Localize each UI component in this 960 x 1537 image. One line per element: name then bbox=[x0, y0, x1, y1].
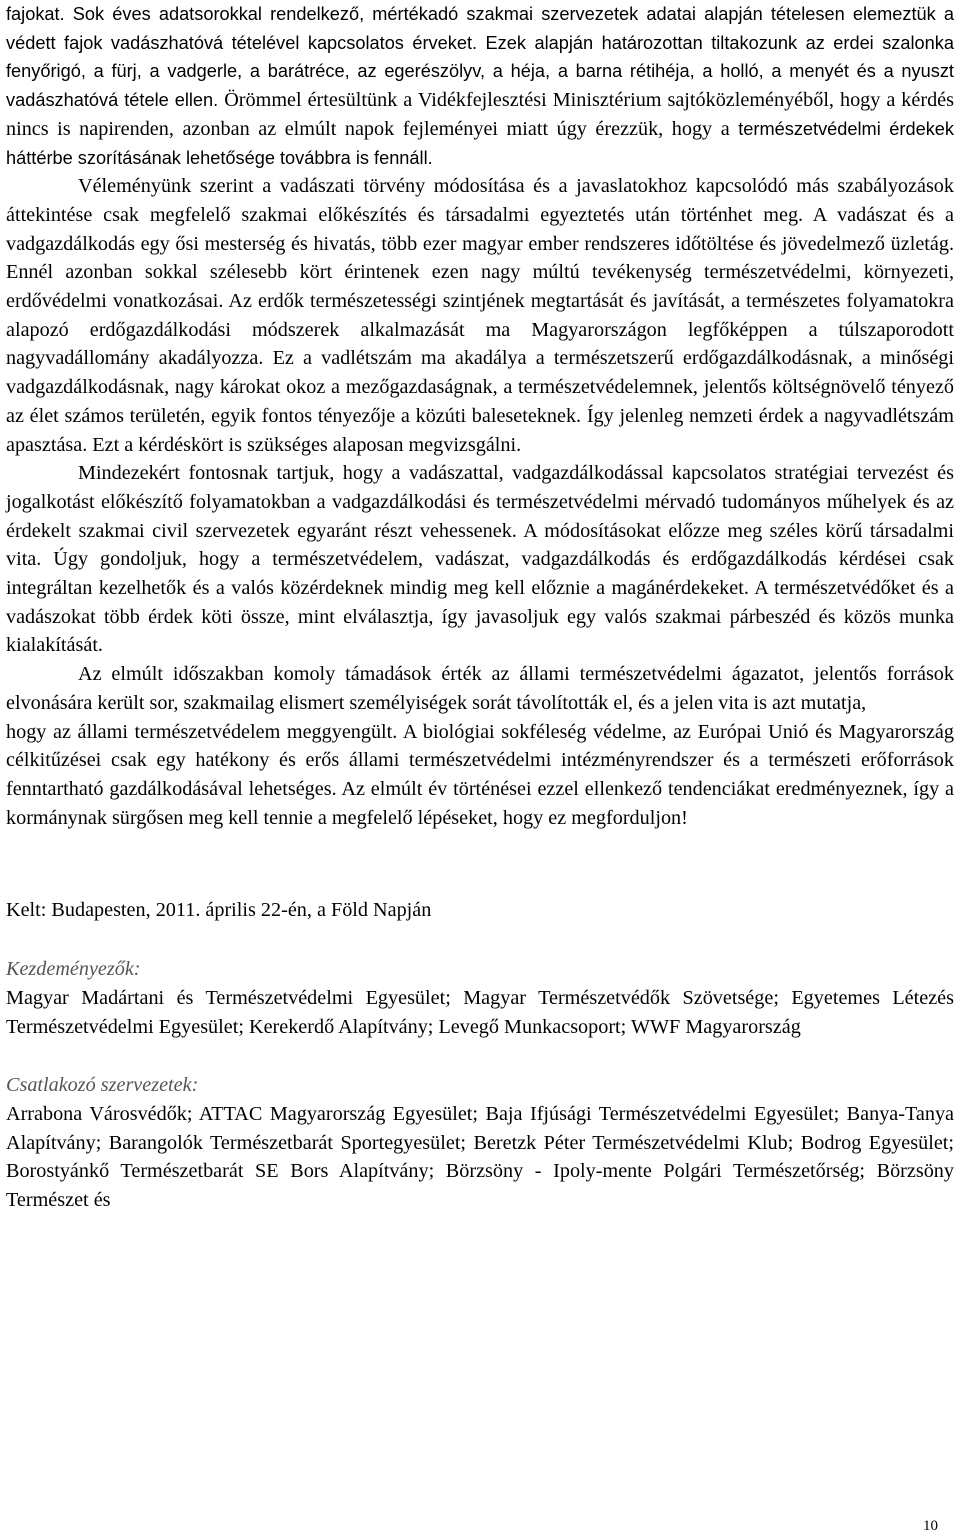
document-page bbox=[6, 0, 954, 1215]
paragraph-proposal: Mindezekért fontosnak tartjuk, hogy a vadászattal, vadgazdálkodással kapcsolatos stratégiai tervezést és jogalkotást előkészítő folyamatokban a vadgazdálkodási és természetvédelmi mérvadó tudományos műhelyek és az érdekelt szakmai civil szervezetek egyaránt részt vehessenek. A módosításokat előzze meg széles körű társadalmi vita. Úgy gondoljuk, hogy a természetvédelem, vadászat, vadgazdálkodás és erdőgazdálkodás kérdései csak integráltan kezelhetők és a valós közérdeknek mindig meg kell előznie a magánérdekeket. A természetvédőket és a vadászokat több érdek köti össze, mint elválasztja, így javasoljuk egy valós szakmai párbeszéd és közös munka kialakítását. bbox=[6, 462, 954, 657]
opening-sans-tail: természetvédelmi érdekek háttérbe szorításának lehetősége továbbra is fennáll. bbox=[6, 118, 955, 168]
joined-organizations-heading: Csatlakozó szervezetek: bbox=[6, 1074, 199, 1097]
date-line: Kelt: Budapesten, 2011. április 22-én, a Föld Napján bbox=[6, 899, 432, 922]
state-conservation-first-lines: Az elmúlt időszakban komoly támadások érték az állami természetvédelmi ágazatot, jelentős források elvonására került sor, szakmailag elismert személyiségek sorát távolították el, és a jelen vita is azt mutatja, bbox=[6, 663, 954, 714]
opening-serif-text: Örömmel értesültünk a Vidékfejlesztési Minisztérium sajtóközleményéből, hogy a kérdés nincs is napirenden, azonban az elmúlt napok fejleményei miatt úgy érezzük, hogy a bbox=[6, 89, 954, 140]
paragraph-opinion: Véleményünk szerint a vadászati törvény módosítása és a javaslatokhoz kapcsolódó más szabályozások áttekintése csak megfelelő szakmai előkészítés és társadalmi egyeztetés után történhet meg. A vadászat és a vadgazdálkodás egy ősi mesterség és hivatás, több ezer magyar ember rendszeres időtöltése és jövedelmező üzletág. Ennél azonban sokkal szélesebb kört érintenek ezen nagy múltú tevékenység természetvédelmi, környezeti, erdővédelmi vonatkozásai. Az erdők természetességi szintjének megtartását és javítását, a természetes folyamatokra alapozó erdőgazdálkodási módszerek alkalmazását ma Magyarországon legfőképpen a túlszaporodott nagyvadállomány akadályozza. Ez a vadlétszám ma akadálya a természetszerű erdőgazdálkodásnak, a minőségi vadgazdálkodásnak, nagy károkat okoz a mezőgazdaságnak, a természetvédelemnek, jelentős költségnövelő tényező az élet számos területén, egyik fontos tényezője a közúti baleseteknek. Így jelenleg nemzeti érdek a nagyvadlétszám apasztása. Ezt a kérdéskört is szükséges alaposan megvizsgálni. bbox=[6, 175, 954, 456]
opening-sans-text: fajokat. Sok éves adatsorokkal rendelkező, mértékadó szakmai szervezetek adatai alapján tételesen elemeztük a védett fajok vadászhatóvá tételével kapcsolatos érveket. Ezek alapján határozottan tiltakozunk az erdei szalonka fenyőrigó, a fürj, a vadgerle, a barátréce, az egerészölyv, a héja, a barna rétihéja, a holló, a menyét és a nyuszt vadászhatóvá tétele ellen. bbox=[6, 4, 954, 111]
paragraph-opening bbox=[6, 0, 954, 172]
initiators-list: Magyar Madártani és Természetvédelmi Egyesület; Magyar Természetvédők Szövetsége; Egyetemes Létezés Természetvédelmi Egyesület; Kerekerdő Alapítvány; Levegő Munkacsoport; WWF Magyarország bbox=[6, 986, 954, 1038]
state-conservation-rest: hogy az állami természetvédelem meggyengült. A biológiai sokféleség védelme, az Európai Unió és Magyarország célkitűzései csak egy hatékony és erős állami természetvédelmi intézményrendszer és a természeti erőforrások fenntartható gazdálkodásával lehetséges. Az elmúlt év történései ezzel ellenkező tendenciákat eredményeznek, így a kormánynak sürgősen meg kell tennie a megfelelő lépéseket, hogy ez megforduljon! bbox=[6, 720, 954, 829]
paragraph-state-conservation bbox=[6, 660, 954, 832]
initiators-heading: Kezdeményezők: bbox=[6, 958, 141, 981]
page-number: 10 bbox=[923, 1518, 938, 1534]
joined-organizations-list: Arrabona Városvédők; ATTAC Magyarország Egyesület; Baja Ifjúsági Természetvédelmi Egyesület; Banya-Tanya Alapítvány; Barangolók Természetbarát Sportegyesület; Beretzk Péter Természetvédelmi Klub; Bodrog Egyesület; Borostyánkő Természetbarát SE Bors Alapítvány; Börzsöny - Ipoly-mente Polgári Természetőrség; Börzsöny Természet és bbox=[6, 1102, 954, 1212]
